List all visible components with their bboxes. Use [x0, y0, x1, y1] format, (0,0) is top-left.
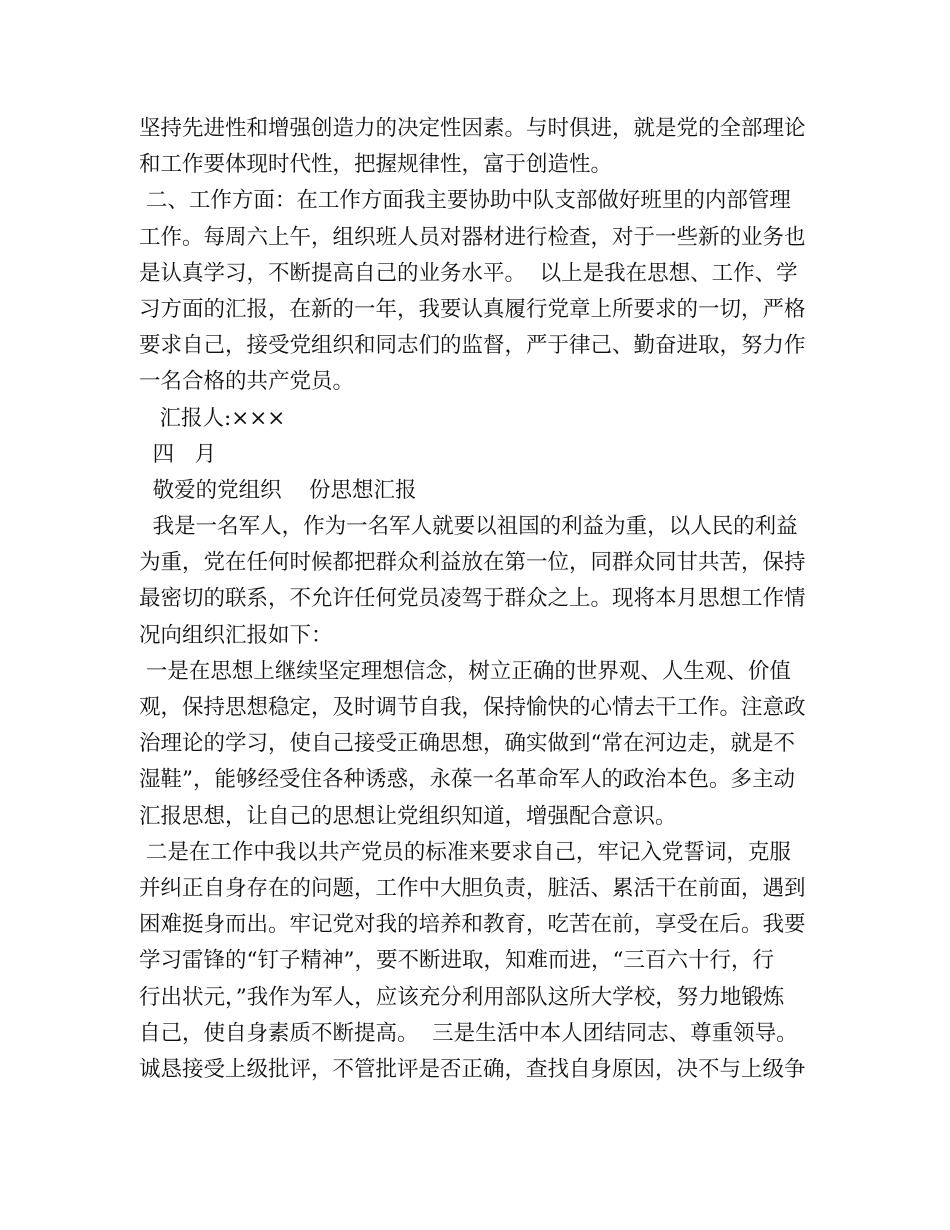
text-line: 学习雷锋的“钉子精神”，要不断进取，知难而进，“三百六十行，行: [139, 948, 774, 974]
text-line: 坚持先进性和增强创造力的决定性因素。与时俱进，就是党的全部理论: [139, 116, 806, 141]
signature-line: 汇报人:×××: [139, 405, 286, 431]
text-line: 观，保持思想稳定，及时调节自我，保持愉快的心情去干工作。注意政: [139, 695, 806, 720]
text-line: 汇报思想，让自己的思想让党组织知道，增强配合意识。: [139, 803, 677, 829]
report-title: 敬爱的党组织 份思想汇报: [139, 477, 417, 503]
text-line: 一是在思想上继续坚定理想信念，树立正确的世界观、人生观、价值: [139, 658, 791, 684]
text-line: 治理论的学习，使自己接受正确思想，确实做到“常在河边走，就是不: [139, 731, 795, 757]
text-line: 工作。每周六上午，组织班人员对器材进行检查，对于一些新的业务也: [139, 224, 806, 250]
text-line: 是认真学习，不断提高自己的业务水平。 以上是我在思想、工作、学: [139, 260, 798, 286]
text-line: 我是一名军人，作为一名军人就要以祖国的利益为重，以人民的利益: [139, 514, 798, 540]
text-line: 和工作要体现时代性，把握规律性，富于创造性。: [139, 152, 613, 178]
text-line: 湿鞋”，能够经受住各种诱惑，永葆一名革命军人的政治本色。多主动: [139, 767, 795, 793]
text-line: 最密切的联系，不允许任何党员凌驾于群众之上。现将本月思想工作情: [139, 586, 806, 612]
text-line: 要求自己，接受党组织和同志们的监督，严于律己、勤奋进取，努力作: [139, 333, 806, 359]
text-line: 自己，使自身素质不断提高。 三是生活中本人团结同志、尊重领导。: [139, 1020, 798, 1046]
text-line: 诚恳接受上级批评，不管批评是否正确，查找自身原因，决不与上级争: [139, 1056, 806, 1082]
text-line: 并纠正自身存在的问题，工作中大胆负责，脏活、累活干在前面，遇到: [139, 875, 806, 901]
text-line: 习方面的汇报，在新的一年，我要认真履行党章上所要求的一切，严格: [139, 296, 806, 322]
text-line: 为重，党在任何时候都把群众利益放在第一位，同群众同甘共苦，保持: [139, 550, 806, 576]
date-line: 四 月: [139, 441, 217, 467]
text-line: 二、工作方面：在工作方面我主要协助中队支部做好班里的内部管理: [139, 188, 791, 214]
text-line: 二是在工作中我以共产党员的标准来要求自己，牢记入党誓词，克服: [139, 839, 791, 865]
text-line: 一名合格的共产党员。: [139, 369, 355, 395]
text-line: 困难挺身而出。牢记党对我的培养和教育，吃苦在前，享受在后。我要: [139, 912, 806, 938]
document-body: [139, 111, 819, 1088]
text-line: 况向组织汇报如下：: [139, 622, 333, 648]
text-line: 行出状元，”我作为军人，应该充分利用部队这所大学校，努力地锻炼: [139, 984, 785, 1010]
